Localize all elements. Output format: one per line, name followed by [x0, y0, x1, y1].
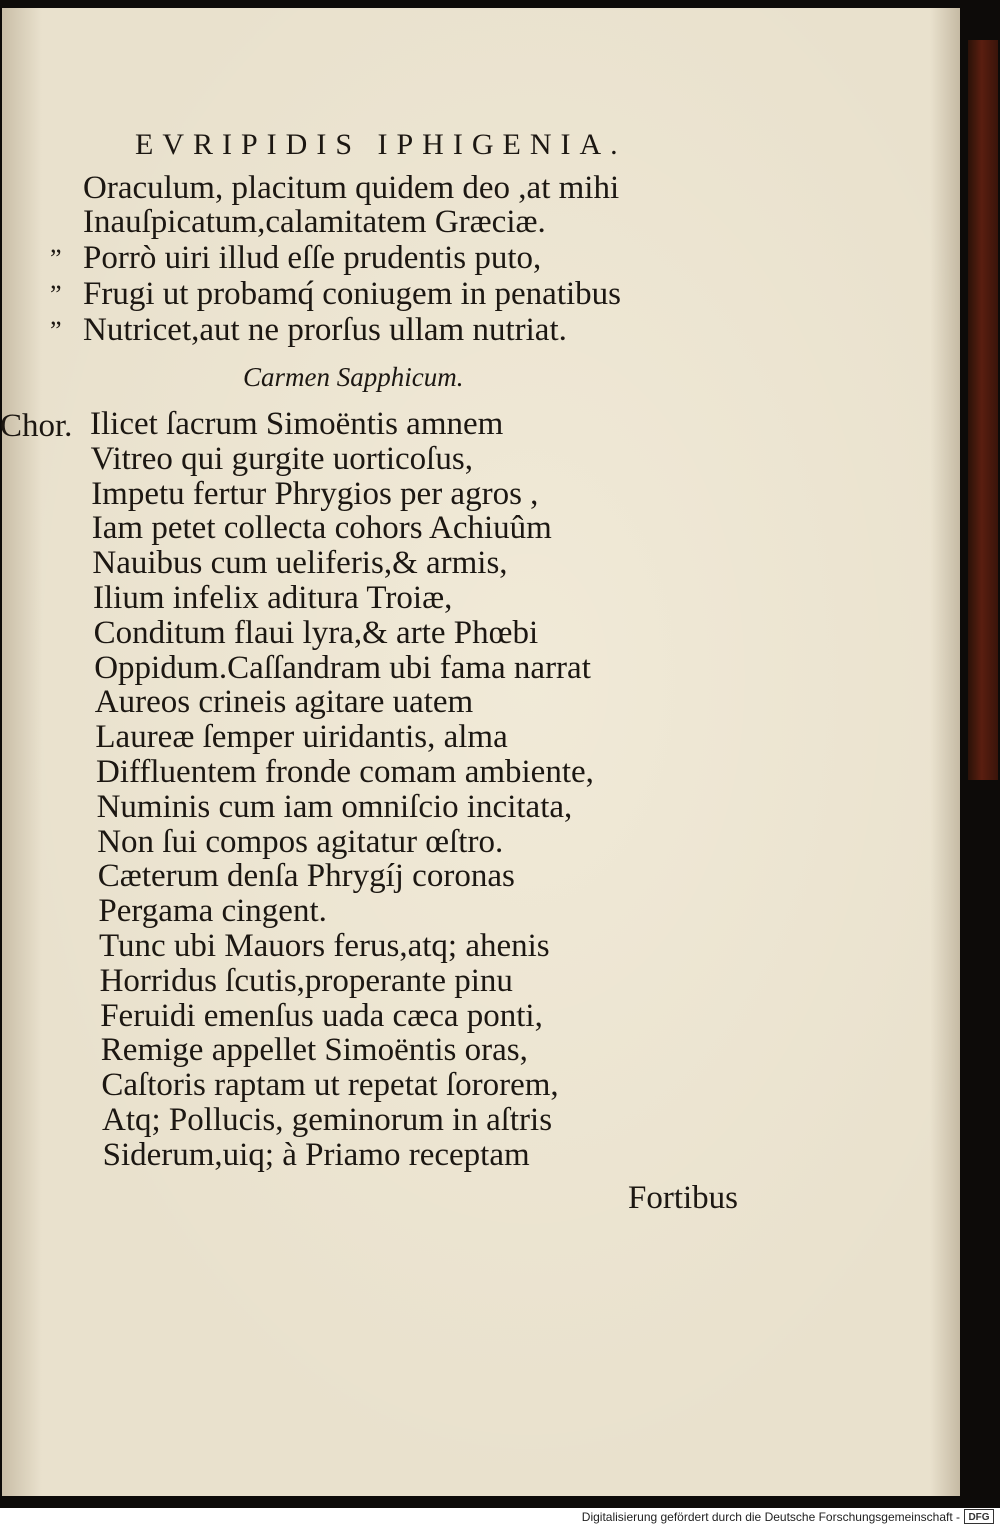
verse-line: Horridus ſcutis,properante pinu [99, 963, 513, 999]
quote-marker: ” [50, 244, 62, 273]
verse-line: Feruidi emenſus uada cæca ponti, [100, 998, 543, 1034]
binding-edge [968, 40, 998, 780]
verse-line: Cæterum denſa Phrygíj coronas [97, 858, 515, 894]
verse-line: Ilicet ſacrum Simoëntis amnem [90, 406, 504, 442]
verse-line: Conditum flaui lyra,& arte Phœbi [93, 615, 539, 651]
verse-line: Siderum,uiq; à Priamo receptam [102, 1137, 530, 1173]
verse-line: Laureæ ſemper uiridantis, alma [95, 719, 508, 755]
verse-line: Remige appellet Simoëntis oras, [100, 1032, 528, 1068]
running-header: EVRIPIDIS IPHIGENIA. [135, 128, 627, 161]
verse-line: Nauibus cum ueliferis,& armis, [92, 545, 508, 581]
speaker-label: Chor. [0, 408, 73, 444]
verse-line: Vitreo qui gurgite uorticoſus, [90, 441, 473, 477]
verse-line: Pergama cingent. [98, 893, 327, 929]
verse-line: Numinis cum iam omniſcio incitata, [96, 789, 573, 825]
verse-line: Tunc ubi Mauors ferus,atq; ahenis [99, 928, 550, 964]
dfg-logo: DFG [964, 1509, 994, 1524]
verse-line: Frugi ut probamq́ coniugem in penatibus [83, 276, 622, 312]
verse-line: Diffluentem fronde comam ambiente, [96, 754, 594, 790]
verse-line: Aureos crineis agitare uatem [94, 684, 474, 720]
verse-line: Atq; Pollucis, geminorum in aſtris [102, 1102, 553, 1138]
section-heading: Carmen Sapphicum. [243, 362, 464, 392]
verse-line: Porrò uiri illud eſſe prudentis puto, [83, 240, 542, 276]
funding-note: Digitalisierung gefördert durch die Deutsche Forschungsgemeinschaft - [581, 1510, 960, 1524]
verse-line: Ilium infelix aditura Troiæ, [93, 580, 453, 616]
verse-line: Iam petet collecta cohors Achiuûm [91, 510, 552, 546]
verse-line: Oppidum.Caſſandram ubi fama narrat [94, 650, 591, 686]
verse-line: Impetu fertur Phrygios per agros , [91, 476, 539, 512]
catchword: Fortibus [628, 1180, 739, 1216]
verse-line: Oraculum, placitum quidem deo ,at mihi [83, 170, 620, 206]
quote-marker: ” [50, 280, 62, 309]
verse-line: Caſtoris raptam ut repetat ſororem, [101, 1067, 559, 1103]
quote-marker: ” [50, 316, 62, 345]
verse-line: Non ſui compos agitatur œſtro. [97, 824, 504, 860]
verse-line: Inauſpicatum,calamitatem Græciæ. [83, 204, 546, 240]
verse-line: Nutricet,aut ne prorſus ullam nutriat. [83, 312, 567, 348]
